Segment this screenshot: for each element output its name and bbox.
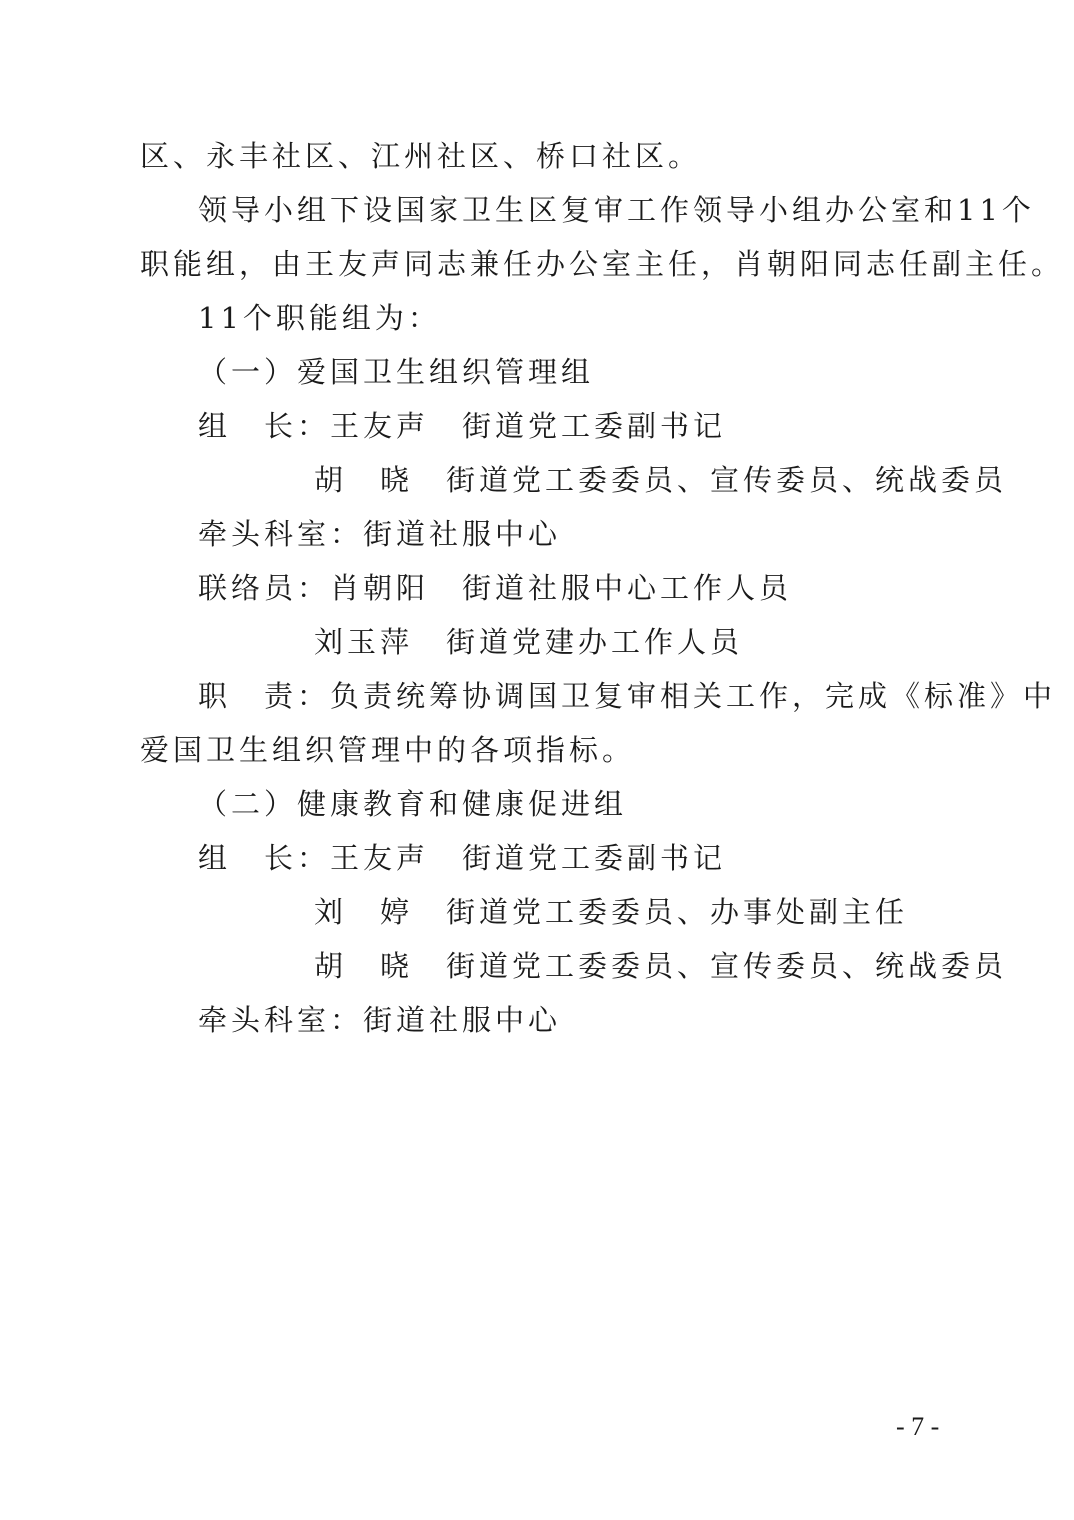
text-line: 牵头科室：街道社服中心 — [198, 517, 562, 551]
text-line: 区、永丰社区、江州社区、桥口社区。 — [140, 139, 702, 173]
text-line: 领导小组下设国家卫生区复审工作领导小组办公室和11个 — [198, 193, 1035, 227]
text-line: 胡 晓 街道党工委委员、宣传委员、统战委员 — [314, 949, 1008, 983]
text-line: 胡 晓 街道党工委委员、宣传委员、统战委员 — [314, 463, 1008, 497]
text-line: 11个职能组为： — [198, 301, 441, 335]
text-line: 刘玉萍 街道党建办工作人员 — [314, 625, 744, 659]
text-line: 联络员：肖朝阳 街道社服中心工作人员 — [198, 571, 793, 605]
text-line: 职能组，由王友声同志兼任办公室主任，肖朝阳同志任副主任。 — [140, 247, 1065, 281]
text-line: 牵头科室：街道社服中心 — [198, 1003, 562, 1037]
text-line: 爱国卫生组织管理中的各项指标。 — [140, 733, 636, 767]
text-line: 组 长：王友声 街道党工委副书记 — [198, 841, 727, 875]
text-line: 刘 婷 街道党工委委员、办事处副主任 — [314, 895, 909, 929]
text-line: 职 责：负责统筹协调国卫复审相关工作，完成《标准》中 — [198, 679, 1057, 713]
text-line: 组 长：王友声 街道党工委副书记 — [198, 409, 727, 443]
section-heading: （一）爱国卫生组织管理组 — [198, 355, 595, 389]
page-number: - 7 - — [896, 1412, 940, 1441]
section-heading: （二）健康教育和健康促进组 — [198, 787, 628, 821]
